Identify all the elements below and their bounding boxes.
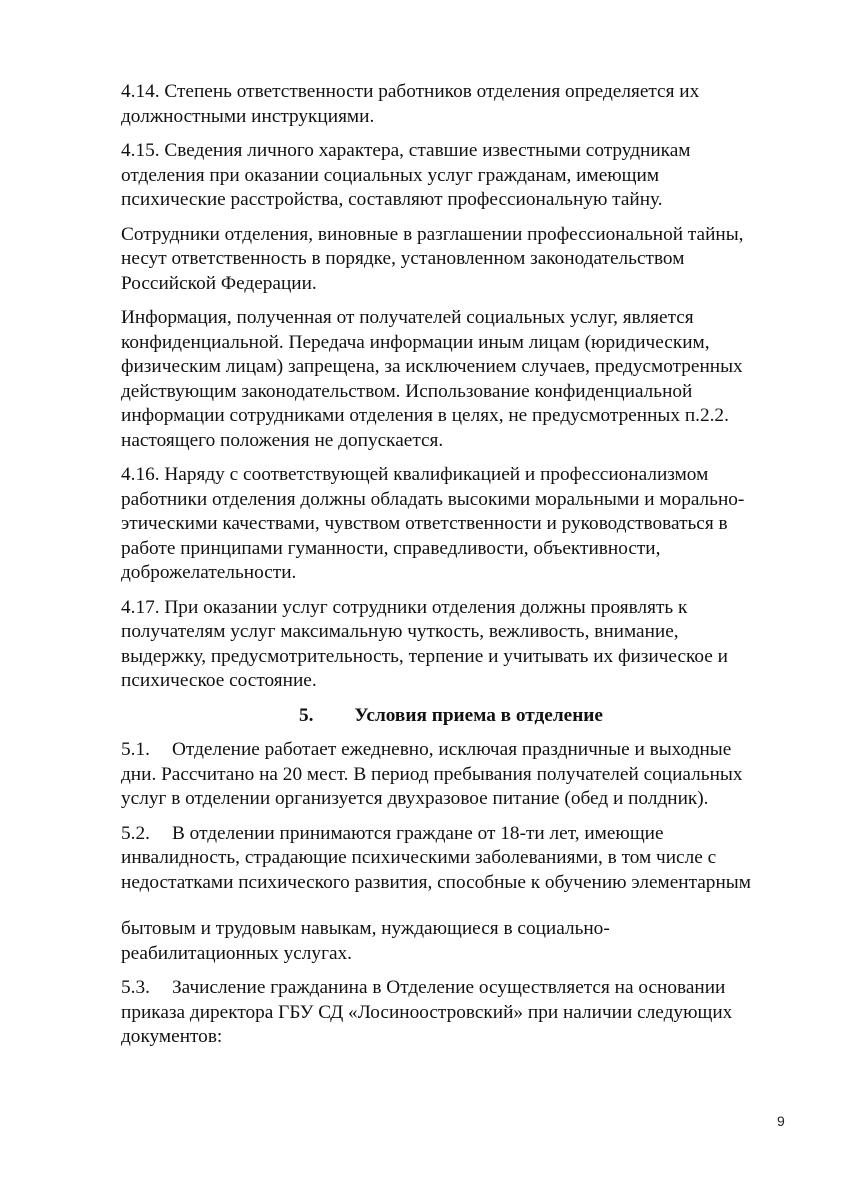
section-5-number: 5. [299,704,314,726]
paragraph-5-2-number: 5.2. [121,822,150,844]
paragraph-5-2 [121,822,781,896]
paragraph-staff-liability: Сотрудники отделения, виновные в разглашении профессиональной тайны, несут ответственность в порядке, установленном законодательством Российской Федерации. [121,223,744,294]
paragraph-5-2-continued: бытовым и трудовым навыкам, нуждающиеся в социально- реабилитационных услугах. [121,918,610,964]
paragraph-4-15: 4.15. Сведения личного характера, ставшие известными сотрудникам отделения при оказании социальных услуг гражданам, имеющим психические расстройства, составляют профессиональную тайну. [121,140,691,210]
section-5-title: Условия приема в отделение [354,704,603,726]
page-number: 9 [777,1113,785,1129]
paragraph-5-3-number: 5.3. [121,977,150,998]
paragraph-5-3-text: Зачисление гражданина в Отделение осуществляется на основании приказа директора ГБУ СД «Лосиноостровский» при наличии следующих документов: [121,977,733,1047]
paragraph-5-1-text: Отделение работает ежедневно, исключая праздничные и выходные дни. Рассчитано на 20 мест. В период пребывания получателей социальных услуг в отделении организуется двухразовое питание (обед и полдник). [121,739,743,809]
paragraph-4-17: 4.17. При оказании услуг сотрудники отделения должны проявлять к получателям услуг максимальную чуткость, вежливость, внимание, выдержку, предусмотрительность, терпение и учитывать их физическое и психическое состояние. [121,596,728,691]
paragraph-confidential-info: Информация, полученная от получателей социальных услуг, является конфиденциальной. Передача информации иным лицам (юридическим, физическим лицам) запрещена, за исключением случаев, предусмотренных действующим законодательством. Использование конфиденциальной информации сотрудниками отделения в целях, не предусмотренных п.2.2. настоящего положения не допускается. [121,307,743,451]
paragraph-4-14: 4.14. Степень ответственности работников отделения определяется их должностными инструкциями. [121,81,700,127]
paragraph-5-2-text: В отделении принимаются граждане от 18-ти лет, имеющие инвалидность, страдающие психическими заболеваниями, в том числе с недостатками психического развития, способные к обучению элементарным [121,822,751,893]
section-5-heading [121,704,781,729]
document-page [121,80,781,1050]
paragraph-5-1-number: 5.1. [121,739,150,760]
paragraph-5-1 [121,738,781,812]
paragraph-5-3 [121,976,781,1050]
paragraph-4-16: 4.16. Наряду с соответствующей квалификацией и профессионализмом работники отделения должны обладать высокими моральными и морально- этическими качествами, чувством ответственности и руководствоваться в работе принципами гуманности, справедливости, объективности, доброжелательности. [121,464,745,583]
